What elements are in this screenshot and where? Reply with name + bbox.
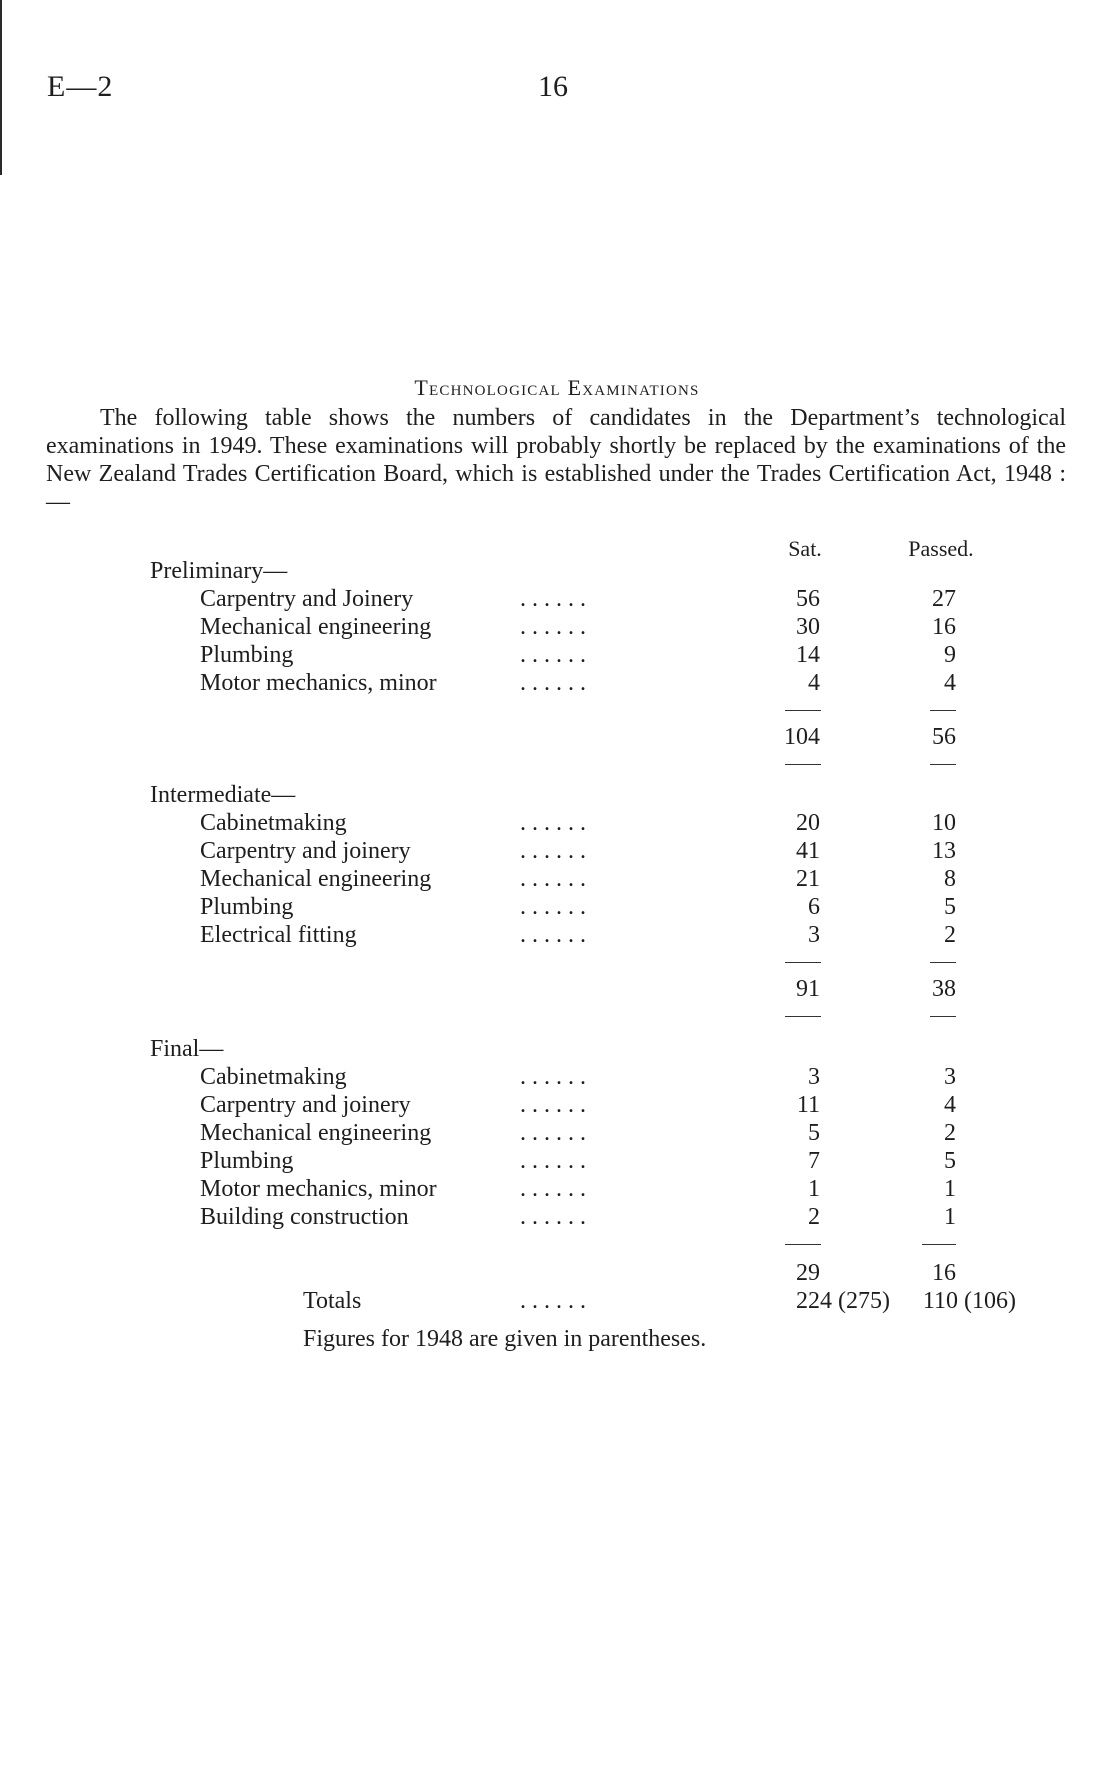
column-header-sat: Sat. — [788, 536, 822, 561]
sat-value: 3 — [808, 922, 820, 948]
sat-value: 7 — [808, 1148, 820, 1174]
sum-rule — [785, 1016, 821, 1017]
dot-leader: . . . . . . — [520, 586, 586, 612]
table-row-label: Carpentry and Joinery — [200, 586, 414, 612]
dot-leader: . . . . . . — [520, 838, 586, 864]
subtotal-sat: 29 — [796, 1260, 820, 1286]
column-header-passed: Passed. — [908, 536, 974, 561]
table-row-label: Cabinetmaking — [200, 810, 347, 836]
sum-rule — [930, 764, 956, 765]
sum-rule — [930, 710, 956, 711]
sum-rule — [785, 962, 821, 963]
table-row-label: Plumbing — [200, 642, 294, 668]
sat-value: 6 — [808, 894, 820, 920]
sum-rule — [785, 1244, 821, 1245]
subtotal-sat: 104 — [784, 724, 820, 750]
page-edge-rule — [0, 0, 2, 175]
sat-value: 21 — [796, 866, 820, 892]
passed-value: 27 — [932, 586, 956, 612]
dot-leader: . . . . . . — [520, 866, 586, 892]
dot-leader: . . . . . . — [520, 1120, 586, 1146]
sum-rule — [922, 1244, 956, 1245]
table-row-label: Building construction — [200, 1204, 409, 1230]
intro-paragraph — [46, 404, 1066, 516]
document-code: E—2 — [47, 70, 114, 103]
table-row-label: Mechanical engineering — [200, 866, 432, 892]
sat-value: 3 — [808, 1064, 820, 1090]
passed-value: 4 — [944, 670, 956, 696]
subtotal-sat: 91 — [796, 976, 820, 1002]
totals-passed: 110 (106) — [922, 1288, 1016, 1314]
section-title: Technological Examinations — [414, 375, 700, 400]
dot-leader: . . . . . . — [520, 670, 586, 696]
passed-value: 4 — [944, 1092, 956, 1118]
table-row-label: Motor mechanics, minor — [200, 670, 437, 696]
sat-value: 41 — [796, 838, 820, 864]
dot-leader: . . . . . . — [520, 922, 586, 948]
sat-value: 11 — [796, 1092, 820, 1118]
dot-leader: . . . . . . — [520, 1064, 586, 1090]
group-label-preliminary: Preliminary— — [150, 558, 288, 584]
sum-rule — [930, 962, 956, 963]
passed-value: 3 — [944, 1064, 956, 1090]
passed-value: 16 — [932, 614, 956, 640]
subtotal-passed: 38 — [932, 976, 956, 1002]
table-row-label: Cabinetmaking — [200, 1064, 347, 1090]
subtotal-passed: 56 — [932, 724, 956, 750]
passed-value: 5 — [944, 894, 956, 920]
dot-leader: . . . . . . — [520, 1176, 586, 1202]
sat-value: 2 — [808, 1204, 820, 1230]
sat-value: 5 — [808, 1120, 820, 1146]
table-row-label: Carpentry and joinery — [200, 838, 411, 864]
sum-rule — [785, 710, 821, 711]
passed-value: 13 — [932, 838, 956, 864]
passed-value: 1 — [944, 1204, 956, 1230]
sat-value: 4 — [808, 670, 820, 696]
dot-leader: . . . . . . — [520, 810, 586, 836]
passed-value: 1 — [944, 1176, 956, 1202]
table-row-label: Mechanical engineering — [200, 614, 432, 640]
sat-value: 56 — [796, 586, 820, 612]
dot-leader: . . . . . . — [520, 642, 586, 668]
dot-leader: . . . . . . — [520, 614, 586, 640]
passed-value: 2 — [944, 922, 956, 948]
subtotal-passed: 16 — [932, 1260, 956, 1286]
sum-rule — [785, 764, 821, 765]
dot-leader: . . . . . . — [520, 894, 586, 920]
table-row-label: Electrical fitting — [200, 922, 357, 948]
sat-value: 20 — [796, 810, 820, 836]
table-row-label: Plumbing — [200, 1148, 294, 1174]
intro-text: The following table shows the numbers of candidates in the Department’s technological examinations in 1949. These examinations will probably shortly be replaced by the examinations of the New Zealand Trades Certification Board, which is established under the Trades Certification Act, 1948 :— — [46, 405, 1066, 515]
dot-leader: . . . . . . — [520, 1092, 586, 1118]
sat-value: 30 — [796, 614, 820, 640]
page-number: 16 — [538, 70, 568, 103]
sum-rule — [930, 1016, 956, 1017]
footnote: Figures for 1948 are given in parentheses. — [303, 1326, 707, 1352]
passed-value: 2 — [944, 1120, 956, 1146]
dot-leader: . . . . . . — [520, 1148, 586, 1174]
passed-value: 9 — [944, 642, 956, 668]
group-label-final: Final— — [150, 1036, 224, 1062]
table-row-label: Plumbing — [200, 894, 294, 920]
sat-value: 14 — [796, 642, 820, 668]
dot-leader: . . . . . . — [520, 1204, 586, 1230]
table-row-label: Carpentry and joinery — [200, 1092, 411, 1118]
sat-value: 1 — [808, 1176, 820, 1202]
group-label-intermediate: Intermediate— — [150, 782, 296, 808]
passed-value: 5 — [944, 1148, 956, 1174]
totals-label: Totals — [303, 1288, 362, 1314]
passed-value: 8 — [944, 866, 956, 892]
table-row-label: Motor mechanics, minor — [200, 1176, 437, 1202]
dot-leader: . . . . . . — [520, 1288, 586, 1314]
totals-sat: 224 (275) — [796, 1288, 890, 1314]
table-row-label: Mechanical engineering — [200, 1120, 432, 1146]
passed-value: 10 — [932, 810, 956, 836]
